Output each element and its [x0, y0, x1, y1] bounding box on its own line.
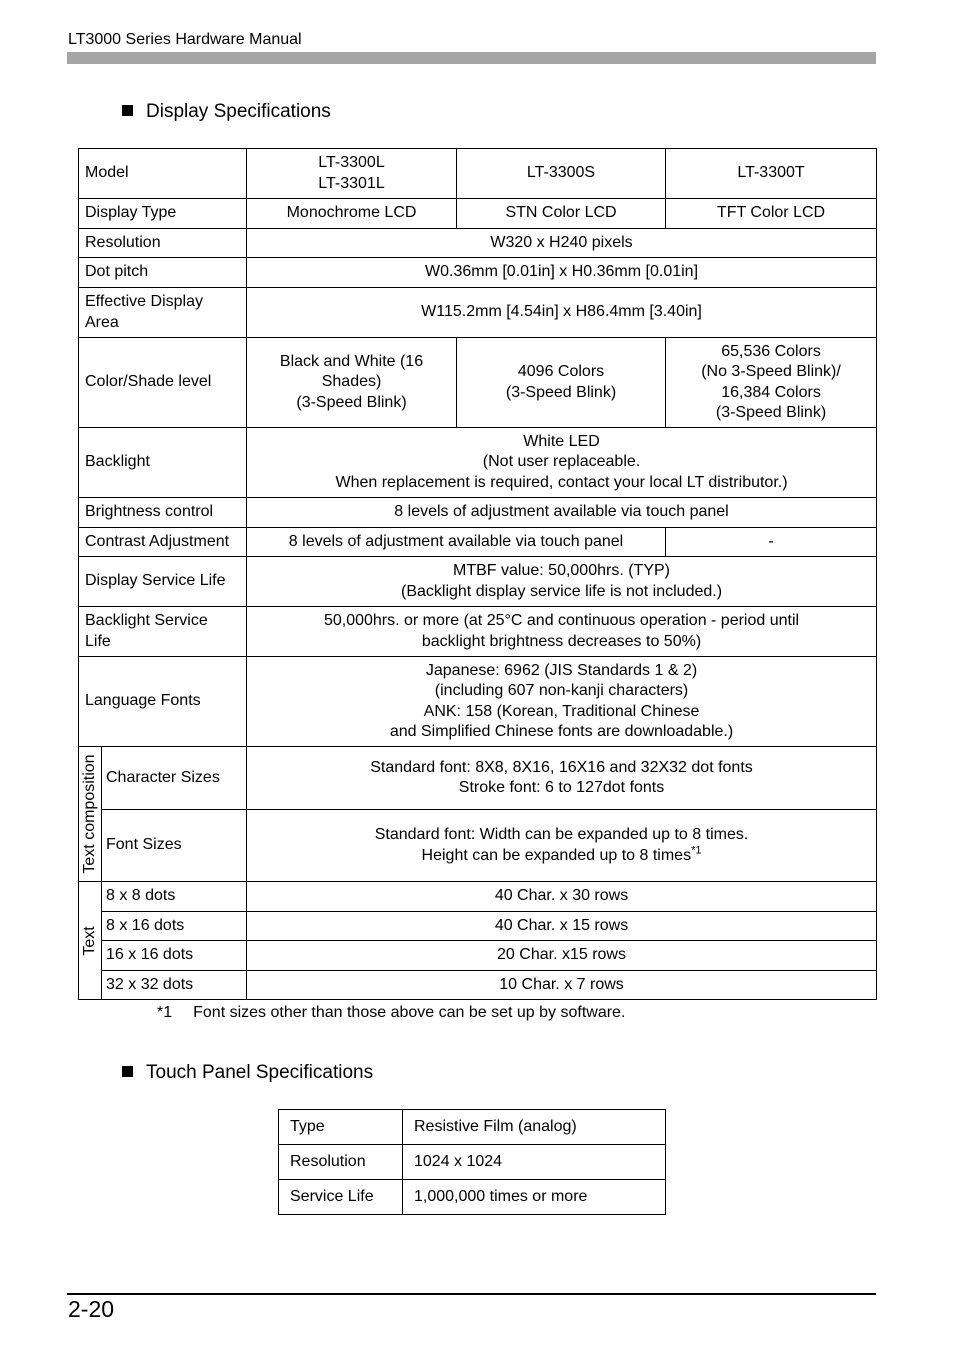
resolution-value: W320 x H240 pixels	[247, 229, 877, 258]
text-row-label: 16 x 16 dots	[102, 941, 247, 971]
text-row-value: 40 Char. x 15 rows	[247, 912, 877, 941]
text-row-value: 20 Char. x15 rows	[247, 941, 877, 971]
table-row	[79, 657, 877, 747]
resolution-label: Resolution	[79, 229, 247, 258]
table-row	[279, 1110, 666, 1145]
backlight-value: White LED (Not user replaceable. When replacement is required, contact your local LT distributor.)	[247, 428, 877, 498]
text-row-label: 8 x 8 dots	[102, 882, 247, 912]
effective-area-value: W115.2mm [4.54in] x H86.4mm [3.40in]	[247, 288, 877, 338]
table-row	[279, 1180, 666, 1215]
model-lt3300l: LT-3300L LT-3301L	[247, 149, 457, 199]
text-row-value: 10 Char. x 7 rows	[247, 971, 877, 1000]
brightness-value: 8 levels of adjustment available via touch panel	[247, 498, 877, 528]
page-number: 2-20	[68, 1296, 115, 1322]
model-label: Model	[79, 149, 247, 199]
display-life-label: Display Service Life	[79, 557, 247, 607]
text-composition-group-label: Text composition	[79, 747, 102, 882]
header-bar	[67, 52, 876, 64]
table-row	[79, 747, 877, 810]
touch-row-label: Type	[279, 1110, 403, 1145]
display-type-mono: Monochrome LCD	[247, 199, 457, 229]
table-row	[79, 971, 877, 1000]
brightness-label: Brightness control	[79, 498, 247, 528]
display-type-stn: STN Color LCD	[457, 199, 666, 229]
text-row-label: 32 x 32 dots	[102, 971, 247, 1000]
footnote	[157, 1004, 625, 1022]
effective-area-label: Effective Display Area	[79, 288, 247, 338]
touch-spec-heading	[122, 1062, 373, 1084]
bullet-square-icon	[122, 105, 133, 116]
backlight-label: Backlight	[79, 428, 247, 498]
table-row	[79, 258, 877, 288]
footnote-text: Font sizes other than those above can be set up by software.	[193, 1004, 626, 1021]
font-sizes-label: Font Sizes	[102, 810, 247, 882]
contrast-value: 8 levels of adjustment available via touch panel	[247, 528, 666, 557]
display-spec-title: Display Specifications	[146, 101, 331, 122]
display-life-value: MTBF value: 50,000hrs. (TYP) (Backlight display service life is not included.)	[247, 557, 877, 607]
table-row	[79, 941, 877, 971]
contrast-tft-value: -	[666, 528, 877, 557]
table-row	[79, 882, 877, 912]
table-row	[79, 607, 877, 657]
display-spec-table	[78, 148, 877, 1000]
footnote-ref: *1	[691, 844, 702, 857]
color-shade-tft: 65,536 Colors (No 3-Speed Blink)/ 16,384 Colors (3-Speed Blink)	[666, 338, 877, 428]
footnote-mark: *1	[157, 1004, 173, 1021]
display-spec-heading	[122, 101, 331, 123]
dot-pitch-label: Dot pitch	[79, 258, 247, 288]
touch-spec-title: Touch Panel Specifications	[146, 1062, 374, 1083]
color-shade-mono: Black and White (16 Shades) (3-Speed Blink)	[247, 338, 457, 428]
language-fonts-value: Japanese: 6962 (JIS Standards 1 & 2) (including 607 non-kanji characters) ANK: 158 (Korean, Traditional Chinese and Simplified Chinese fonts are downloadable.)	[247, 657, 877, 747]
table-row	[279, 1145, 666, 1180]
table-row	[79, 338, 877, 428]
touch-spec-table	[278, 1109, 666, 1215]
touch-row-value: 1024 x 1024	[403, 1145, 666, 1180]
display-type-tft: TFT Color LCD	[666, 199, 877, 229]
table-row	[79, 557, 877, 607]
font-sizes-value: Standard font: Width can be expanded up to 8 times. Height can be expanded up to 8 times$^{*1}$	[247, 810, 877, 882]
touch-row-value: 1,000,000 times or more	[403, 1180, 666, 1215]
model-lt3300t: LT-3300T	[666, 149, 877, 199]
text-row-label: 8 x 16 dots	[102, 912, 247, 941]
touch-row-value: Resistive Film (analog)	[403, 1110, 666, 1145]
bullet-square-icon	[122, 1066, 133, 1077]
dot-pitch-value: W0.36mm [0.01in] x H0.36mm [0.01in]	[247, 258, 877, 288]
backlight-life-value: 50,000hrs. or more (at 25°C and continuous operation - period until backlight brightness decreases to 50%)	[247, 607, 877, 657]
table-row	[79, 199, 877, 229]
footer-rule	[67, 1293, 876, 1295]
text-group-label: Text	[79, 882, 102, 1000]
touch-row-label: Service Life	[279, 1180, 403, 1215]
model-lt3300s: LT-3300S	[457, 149, 666, 199]
char-sizes-value: Standard font: 8X8, 8X16, 16X16 and 32X32 dot fonts Stroke font: 6 to 127dot fonts	[247, 747, 877, 810]
table-row	[79, 149, 877, 199]
touch-row-label: Resolution	[279, 1145, 403, 1180]
table-row	[79, 229, 877, 258]
table-row	[79, 288, 877, 338]
manual-title: LT3000 Series Hardware Manual	[68, 31, 302, 48]
table-row	[79, 912, 877, 941]
char-sizes-label: Character Sizes	[102, 747, 247, 810]
color-shade-stn: 4096 Colors (3-Speed Blink)	[457, 338, 666, 428]
table-row	[79, 810, 877, 882]
text-row-value: 40 Char. x 30 rows	[247, 882, 877, 912]
color-shade-label: Color/Shade level	[79, 338, 247, 428]
table-row	[79, 528, 877, 557]
language-fonts-label: Language Fonts	[79, 657, 247, 747]
contrast-label: Contrast Adjustment	[79, 528, 247, 557]
table-row	[79, 428, 877, 498]
table-row	[79, 498, 877, 528]
display-type-label: Display Type	[79, 199, 247, 229]
backlight-life-label: Backlight Service Life	[79, 607, 247, 657]
